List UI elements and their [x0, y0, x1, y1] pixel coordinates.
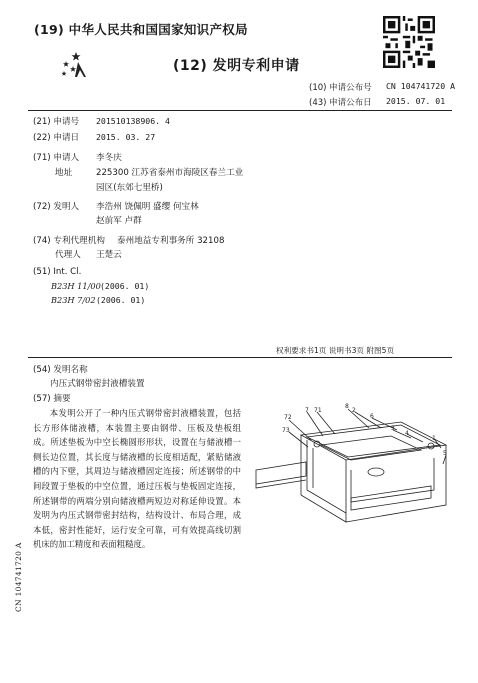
figure-label: 2: [352, 407, 356, 414]
device-drawing: [251, 400, 461, 565]
qr-code-icon: [383, 16, 435, 68]
agency-label: (74) 专利代理机构: [33, 236, 105, 246]
address-line-1: 225300 江苏省泰州市海陵区春兰工业: [96, 168, 244, 178]
figure-label: 8: [345, 403, 349, 410]
figure-label: 6: [370, 413, 374, 420]
pages-divider: [28, 357, 452, 358]
ipc-2-code: B23H 7/02: [51, 295, 96, 305]
figure-label: 5: [443, 450, 447, 457]
pub-number: CN 104741720 A: [386, 81, 456, 91]
figure-label: 72: [284, 414, 292, 421]
applicant-label: (71) 申请人: [33, 153, 80, 163]
app-date: 2015. 03. 27: [96, 132, 156, 142]
app-date-label: (22) 申请日: [33, 133, 80, 143]
agency: 泰州地益专利事务所 32108: [117, 236, 225, 246]
patent-office-logo-icon: [58, 50, 88, 80]
figure-label: 3: [391, 425, 395, 432]
ipc-2-version: (2006. 01): [96, 295, 146, 305]
side-pub-number: CN 104741720 A: [14, 542, 23, 612]
figure-label: 71: [314, 407, 322, 414]
header-divider: [28, 110, 452, 111]
pub-number-label: (10) 申请公布号: [309, 83, 372, 93]
agent: 王楚云: [96, 250, 122, 260]
inventor-label: (72) 发明人: [33, 202, 80, 212]
title-label: (54) 发明名称: [33, 365, 88, 375]
ipc-1-code: B23H 11/00: [51, 281, 101, 291]
pub-date-label: (43) 申请公布日: [309, 98, 372, 108]
applicant: 李冬庆: [96, 153, 122, 163]
office-title: (19) 中华人民共和国国家知识产权局: [34, 22, 248, 37]
figure-label: 7: [305, 407, 309, 414]
agent-label: 代理人: [55, 250, 81, 260]
figure-label: 4: [405, 430, 409, 437]
figure-label: 73: [282, 427, 290, 434]
pages-info: 权利要求书1页 说明书3页 附图5页: [276, 346, 395, 355]
figure-label: 1: [432, 435, 436, 442]
address-line-2: 园区(东郊七里桥): [96, 183, 163, 193]
invention-title: 内压式钢带密封液槽装置: [50, 379, 145, 389]
pub-date: 2015. 07. 01: [386, 96, 446, 106]
app-no: 201510138906. 4: [96, 116, 170, 126]
ipc-1-version: (2006. 01): [100, 281, 150, 291]
address-label: 地址: [55, 168, 73, 178]
inventors-line-1: 李浩州 饶佩明 盛缨 何宝林: [96, 202, 199, 212]
document-kind: (12) 发明专利申请: [173, 58, 300, 74]
ipc-label: (51) Int. Cl.: [33, 267, 82, 277]
abstract-text: 本发明公开了一种内压式钢带密封液槽装置，包括长方形体储液槽，本装置主要由钢带、压板及垫板组成。所述垫板为中空长椭圆形形状，设置在与储液槽一侧长边位置，其长度与储液槽的长度相适配，紧贴储液槽的内下壁，其周边与储液槽固定连接；所述钢带的中间段置于垫板的中空位置，通过压板与垫板固定连接，所述钢带的两端分别向储液槽两短边对称延伸设置。本发明为内压式钢带密封结构，结构设计、布局合理，成本低，密封性能好，运行安全可靠，可有效提高线切割机床的加工精度和表面粗糙度。: [33, 408, 241, 550]
inventors-line-2: 赵前军 卢群: [96, 216, 142, 226]
abstract-label: (57) 摘要: [33, 394, 71, 404]
app-no-label: (21) 申请号: [33, 117, 80, 127]
